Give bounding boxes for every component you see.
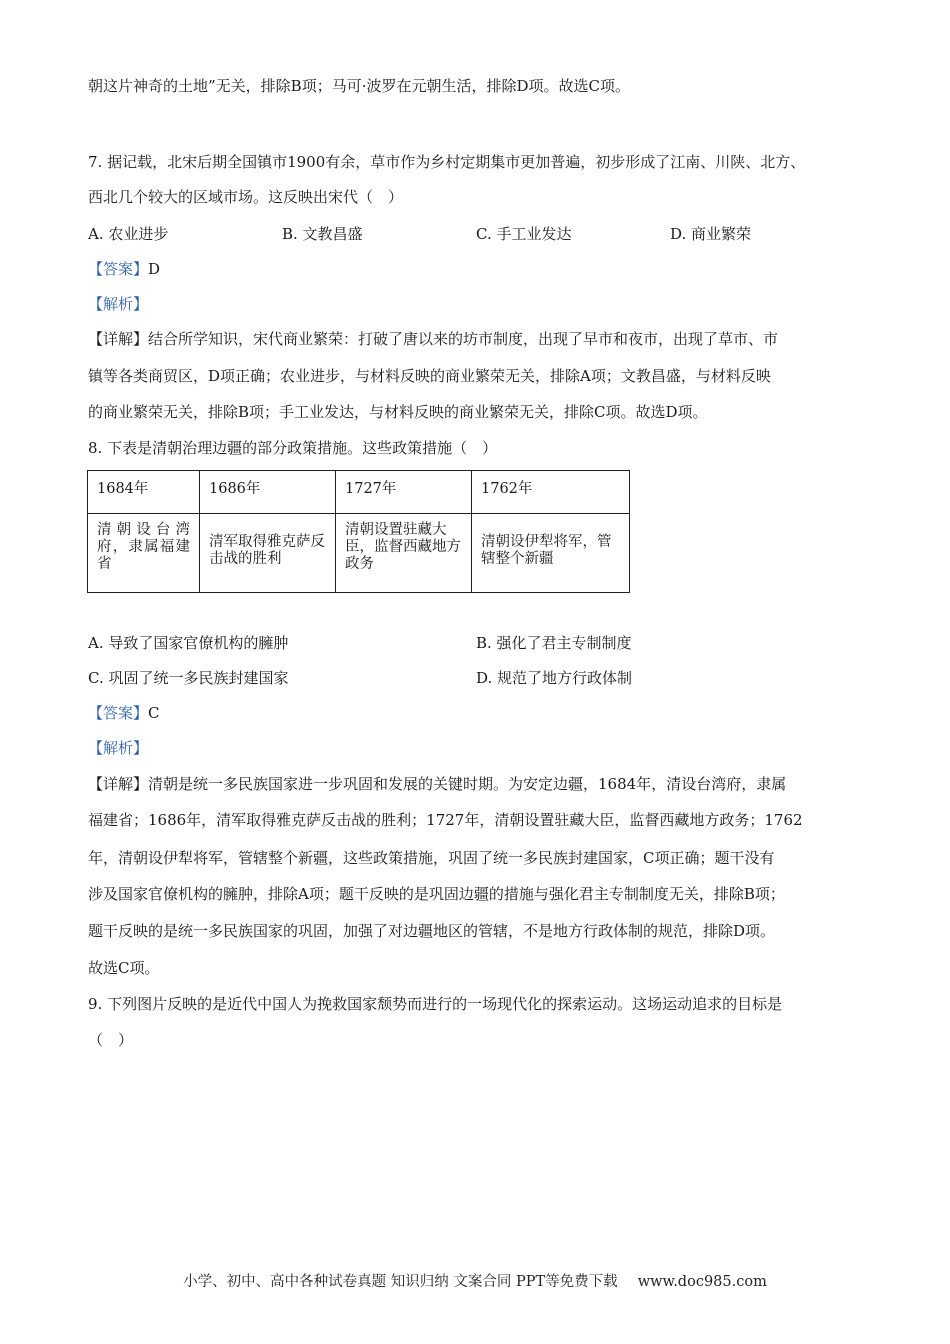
q8-option-d: D. 规范了地方行政体制 <box>476 669 633 687</box>
table-header-cell: 1762年 <box>472 471 630 514</box>
table-cell <box>472 514 630 593</box>
q9-stem-line-2: （ ） <box>88 1031 134 1049</box>
answer-tag: 【答案】 <box>88 260 149 278</box>
cell-text: 清朝设置驻藏大臣，监督西藏地方政务 <box>345 522 461 572</box>
detail-tag: 【详解】 <box>88 330 149 348</box>
q8-option-b: B. 强化了君主专制制度 <box>476 634 632 652</box>
q7-option-c: C. 手工业发达 <box>476 225 572 243</box>
page-footer <box>0 1270 950 1291</box>
q7-stem-line-1: 7. 据记载，北宋后期全国镇市1900有余，草市作为乡村定期集市更加普遍，初步形成了江南、川陕、北方、 <box>88 153 806 171</box>
q8-detail-line-1 <box>88 774 786 794</box>
q8-policy-table <box>87 470 630 593</box>
table-cell <box>336 514 472 593</box>
q8-option-c: C. 巩固了统一多民族封建国家 <box>88 669 289 687</box>
table-cell <box>200 514 336 593</box>
q7-detail-line-1 <box>88 329 778 349</box>
q8-detail-line-6: 故选C项。 <box>88 959 160 977</box>
cell-text: 清朝设台湾府，隶属福建省 <box>97 522 190 572</box>
q7-analysis-tag: 【解析】 <box>88 295 149 313</box>
q8-analysis-tag: 【解析】 <box>88 739 149 757</box>
q7-option-b: B. 文教昌盛 <box>282 225 363 243</box>
answer-value: C <box>148 704 160 722</box>
table-header-cell: 1727年 <box>336 471 472 514</box>
table-row <box>88 514 630 593</box>
q9-stem-line-1: 9. 下列图片反映的是近代中国人为挽救国家颓势而进行的一场现代化的探索运动。这场运动追求的目标是 <box>88 995 783 1013</box>
answer-tag: 【答案】 <box>88 704 149 722</box>
q8-detail-line-3: 年，清朝设伊犁将军，管辖整个新疆，这些政策措施，巩固了统一多民族封建国家，C项正确；题干没有 <box>88 849 775 867</box>
q7-detail-line-2: 镇等各类商贸区，D项正确；农业进步，与材料反映的商业繁荣无关，排除A项；文教昌盛，与材料反映 <box>88 367 771 385</box>
table-header-row <box>88 471 630 514</box>
q8-detail-line-5: 题干反映的是统一多民族国家的巩固，加强了对边疆地区的管辖，不是地方行政体制的规范，排除D项。 <box>88 922 776 940</box>
footer-text: 小学、初中、高中各种试卷真题 知识归纳 文案合同 PPT等免费下载 <box>183 1274 618 1290</box>
detail-text: 清朝是统一多民族国家进一步巩固和发展的关键时期。为安定边疆，1684年，清设台湾府，隶属 <box>148 775 787 793</box>
q7-answer <box>88 259 160 279</box>
footer-url[interactable]: www.doc985.com <box>637 1274 767 1290</box>
previous-answer-tail: 朝这片神奇的土地”无关，排除B项；马可·波罗在元朝生活，排除D项。故选C项。 <box>88 77 630 95</box>
cell-text: 清朝设伊犁将军，管辖整个新疆 <box>481 534 612 567</box>
detail-tag: 【详解】 <box>88 775 149 793</box>
q7-option-a: A. 农业进步 <box>88 225 169 243</box>
detail-text: 结合所学知识，宋代商业繁荣：打破了唐以来的坊市制度，出现了早市和夜市，出现了草市、市 <box>148 330 779 348</box>
table-header-cell: 1686年 <box>200 471 336 514</box>
q8-detail-line-2: 福建省；1686年，清军取得雅克萨反击战的胜利；1727年，清朝设置驻藏大臣，监督西藏地方政务；1762 <box>88 811 803 829</box>
cell-text: 清军取得雅克萨反击战的胜利 <box>209 534 325 567</box>
q8-answer <box>88 703 160 723</box>
q8-stem: 8. 下表是清朝治理边疆的部分政策措施。这些政策措施（ ） <box>88 439 498 457</box>
q7-option-d: D. 商业繁荣 <box>670 225 752 243</box>
q7-detail-line-3: 的商业繁荣无关，排除B项；手工业发达，与材料反映的商业繁荣无关，排除C项。故选D项。 <box>88 403 708 421</box>
table-cell <box>88 514 200 593</box>
answer-value: D <box>148 260 161 278</box>
table-header-cell: 1684年 <box>88 471 200 514</box>
q8-option-a: A. 导致了国家官僚机构的臃肿 <box>88 634 289 652</box>
q7-stem-line-2: 西北几个较大的区域市场。这反映出宋代（ ） <box>88 188 404 206</box>
q8-detail-line-4: 涉及国家官僚机构的臃肿，排除A项；题干反映的是巩固边疆的措施与强化君主专制制度无关，排除B项； <box>88 885 785 903</box>
